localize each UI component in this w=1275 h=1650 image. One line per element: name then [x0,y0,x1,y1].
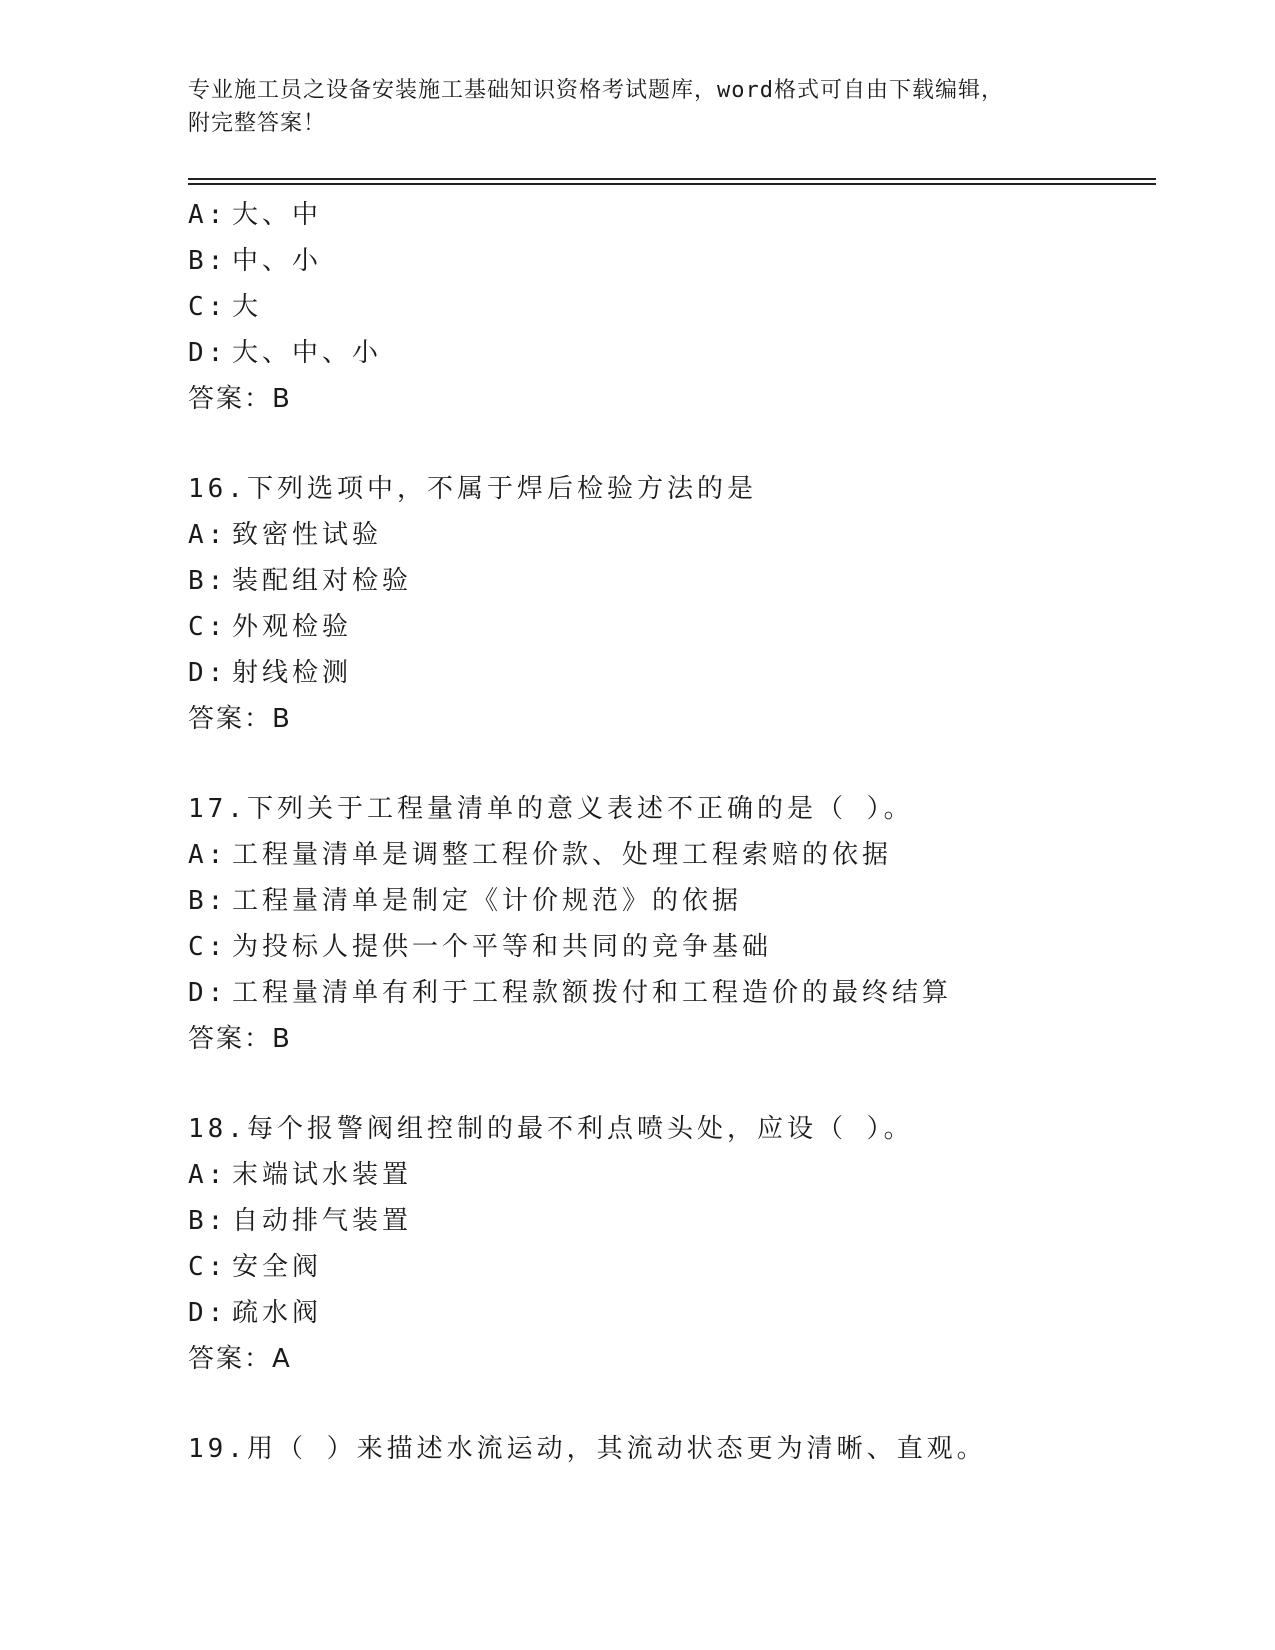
option-b: B: 装配组对检验 [188,566,413,596]
answer: 答案：B [188,704,292,734]
option-d: D: 射线检测 [188,658,353,688]
question-18 [188,1106,1148,1382]
question-list [188,192,1148,1472]
option-d: D: 疏水阀 [188,1298,323,1328]
answer: 答案：A [188,1344,292,1374]
header-line-2: 附完整答案！ [188,111,327,136]
option-b: B: 中、小 [188,246,323,276]
option-d: D: 工程量清单有利于工程款额拨付和工程造价的最终结算 [188,978,953,1008]
answer: 答案：B [188,1024,292,1054]
option-c: C: 大 [188,292,263,322]
option-a: A: 大、中 [188,200,323,230]
option-d: D: 大、中、小 [188,338,383,368]
question-19 [188,1426,1148,1472]
option-c: C: 安全阀 [188,1252,323,1282]
answer: 答案：B [188,384,292,414]
option-c: C: 外观检验 [188,612,353,642]
question-15-tail [188,192,1148,422]
document-header [188,74,1088,140]
question-17 [188,786,1148,1062]
question-stem: 19.用（ ）来描述水流运动，其流动状态更为清晰、直观。 [188,1434,987,1464]
option-c: C: 为投标人提供一个平等和共同的竞争基础 [188,932,773,962]
header-divider-bottom [188,183,1156,185]
question-stem: 17.下列关于工程量清单的意义表述不正确的是（ ）。 [188,794,914,824]
question-stem: 18.每个报警阀组控制的最不利点喷头处，应设（ ）。 [188,1114,914,1144]
option-b: B: 工程量清单是制定《计价规范》的依据 [188,886,743,916]
option-a: A: 工程量清单是调整工程价款、处理工程索赔的依据 [188,840,893,870]
option-b: B: 自动排气装置 [188,1206,413,1236]
header-divider-top [188,178,1156,180]
question-16 [188,466,1148,742]
option-a: A: 末端试水装置 [188,1160,413,1190]
question-stem: 16.下列选项中，不属于焊后检验方法的是 [188,474,757,504]
option-a: A: 致密性试验 [188,520,383,550]
header-line-1: 专业施工员之设备安装施工基础知识资格考试题库，word格式可自由下载编辑， [188,78,1004,103]
